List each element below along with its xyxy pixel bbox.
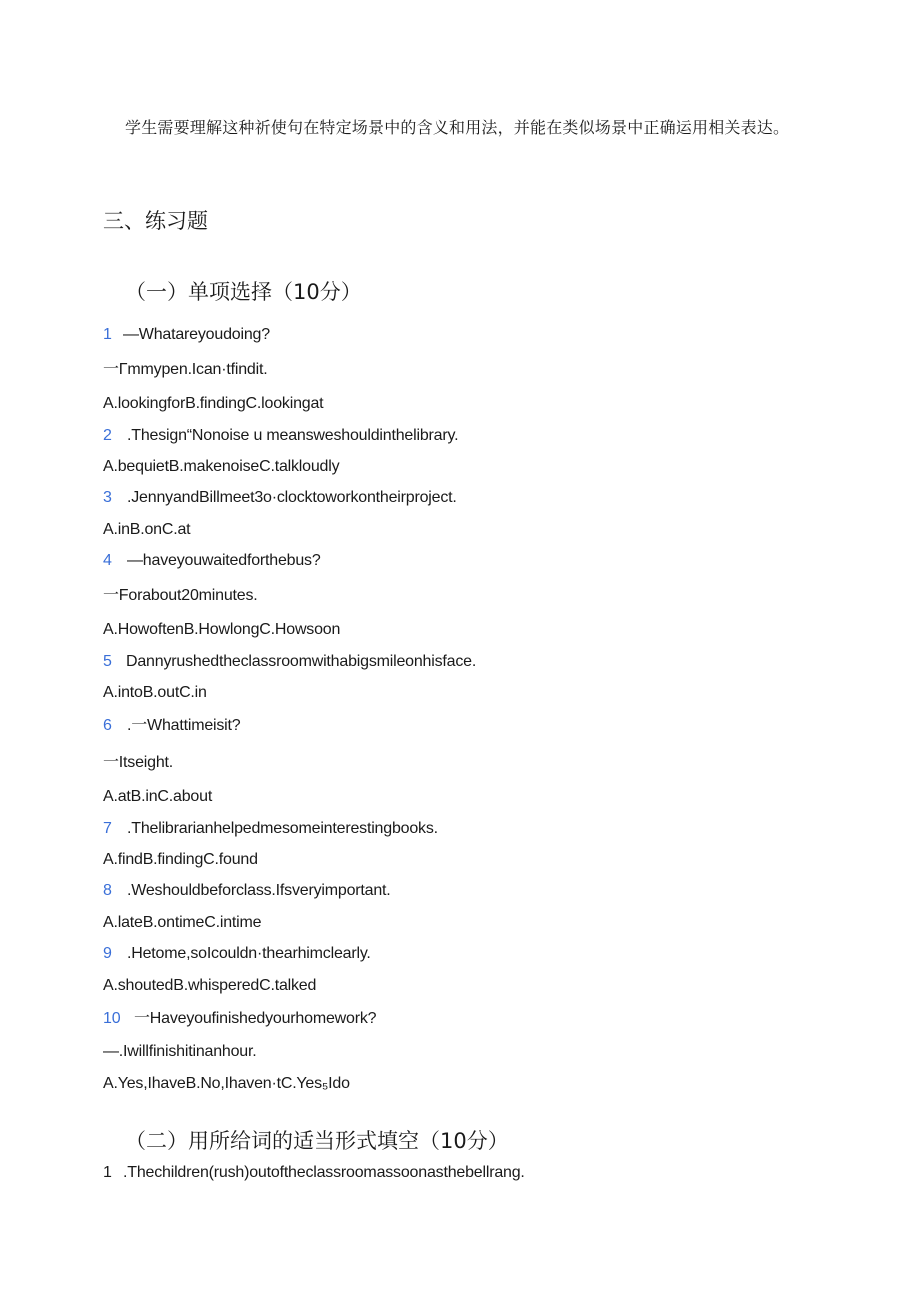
question-text: .Thesign“Nonoise u meansweshouldinthelibrary. [127,427,459,444]
fill-in-line [103,1162,525,1184]
question-text: —Whatareyoudoing? [123,326,270,343]
question-line [103,818,438,840]
options-line [103,682,207,704]
question-number: 1 [103,326,112,343]
intro-paragraph: 学生需要理解这种祈使句在特定场景中的含义和用法，并能在类似场景中正确运用相关表达。 [125,118,790,137]
question-line [103,324,270,346]
question-text: —haveyouwaitedforthebus? [127,552,321,569]
answer-line: —.Iwillfinishitinanhour. [103,1043,257,1060]
question-number: 2 [103,427,112,444]
question-text: 一Haveyoufinishedyourhomework? [134,1010,377,1027]
question-line [103,550,321,572]
options-line [103,912,261,934]
question-number: 7 [103,820,112,837]
question-number: 5 [103,653,112,670]
question-line [103,1008,376,1030]
options-line [103,849,258,871]
options-text: A.HowoftenB.HowlongC.Howsoon [103,621,341,638]
question-line [103,880,391,902]
options-text: A.shoutedB.whisperedC.talked [103,977,317,994]
options-text: A.findB.findingC.found [103,851,258,868]
options-line [103,456,339,478]
part1-title: （一）单项选择（10分） [125,280,362,304]
question-text: .JennyandBillmeet3o·clocktoworkontheirproject. [127,489,457,506]
options-text: A.lookingforB.findingC.lookingat [103,395,324,412]
question-text: .Hetome,soIcouldn·thearhimclearly. [127,945,371,962]
question-text: .Thechildren(rush)outoftheclassroomassoonasthebellrang. [123,1164,525,1181]
question-line [103,943,371,965]
question-line [103,359,267,381]
question-line [103,651,476,673]
question-text: .Weshouldbeforclass.Ifsveryimportant. [127,882,391,899]
options-text: A.lateB.ontimeC.intime [103,914,262,931]
question-number: 10 [103,1010,121,1027]
question-number: 4 [103,552,112,569]
question-number: 3 [103,489,112,506]
section-title: 三、练习题 [103,209,208,233]
question-number: 9 [103,945,112,962]
question-text: .一Whattimeisit? [127,717,241,734]
answer-line: 一Forabout20minutes. [103,587,258,604]
question-line [103,752,173,774]
question-line [103,1041,257,1063]
question-number: 8 [103,882,112,899]
options-line [103,975,316,997]
options-text: A.inB.onC.at [103,521,191,538]
options-line [103,619,340,641]
question-number: 1 [103,1164,112,1181]
part2-title: （二）用所给词的适当形式填空（10分） [125,1129,509,1153]
answer-line: 一Itseight. [103,754,174,771]
answer-line: 一Γmmypen.Ican·tfindit. [103,361,268,378]
question-number: 6 [103,717,112,734]
question-text: .Thelibrarianhelpedmesomeinterestingbooks. [127,820,438,837]
options-line [103,786,212,808]
options-text: A.Yes,IhaveB.No,Ihaven·tC.Yes₅Ido [103,1075,350,1092]
options-line [103,1073,350,1095]
options-text: A.bequietB.makenoiseC.talkloudly [103,458,340,475]
options-text: A.intoB.outC.in [103,684,207,701]
options-line [103,519,190,541]
options-text: A.atB.inC.about [103,788,213,805]
options-line [103,393,323,415]
question-line [103,425,458,447]
question-text: Dannyrushedtheclassroomwithabigsmileonhisface. [126,653,477,670]
question-line [103,585,258,607]
question-line [103,487,457,509]
question-line [103,715,240,737]
